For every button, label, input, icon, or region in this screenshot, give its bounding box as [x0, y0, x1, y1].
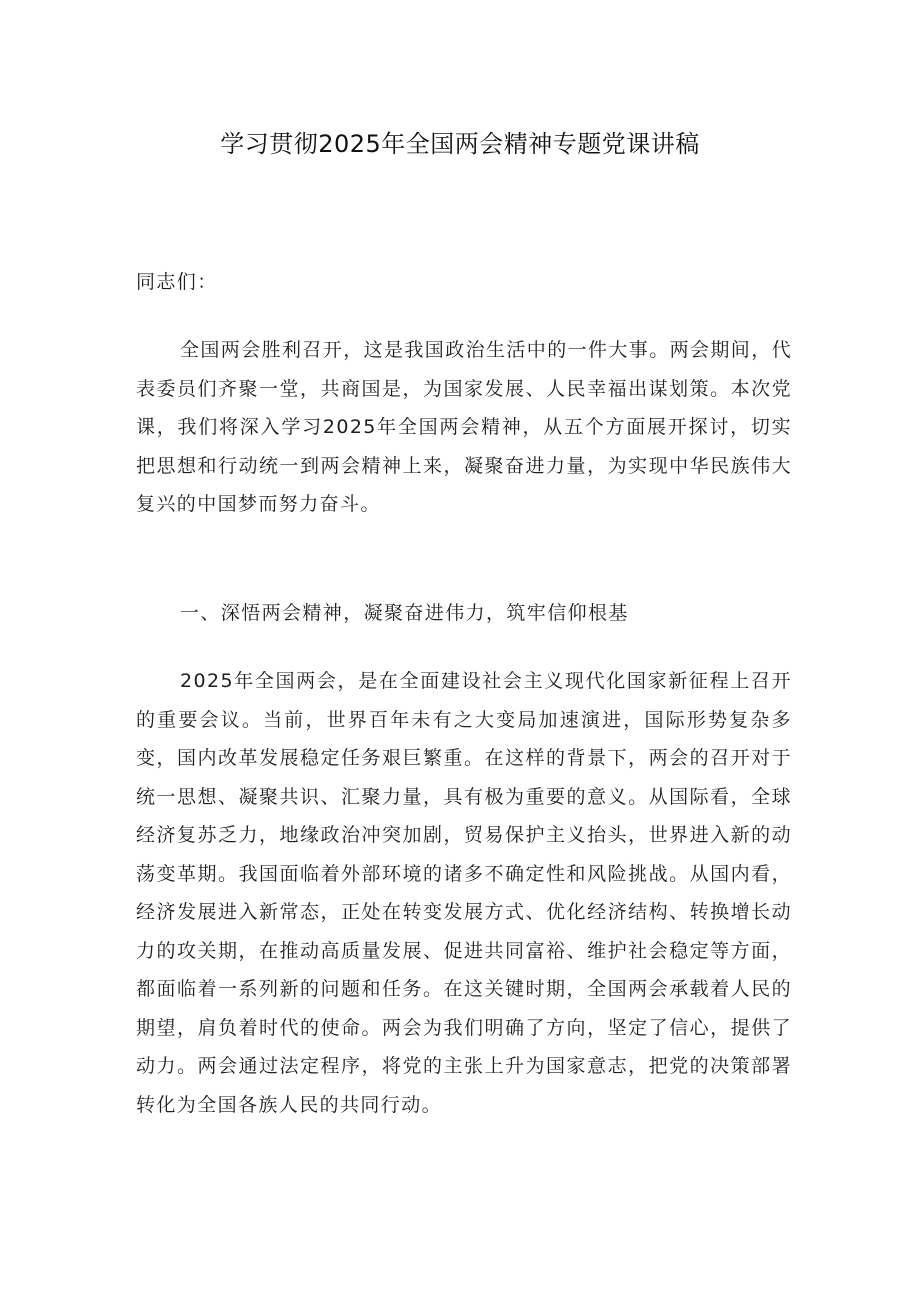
document-title: 学习贯彻2025年全国两会精神专题党课讲稿: [220, 130, 700, 158]
intro-paragraph: 全国两会胜利召开，这是我国政治生活中的一件大事。两会期间，代表委员们齐聚一堂，共商国是，为国家发展、人民幸福出谋划策。本次党课，我们将深入学习2025年全国两会精神，从五个方面展开探讨，切实把思想和行动统一到两会精神上来，凝聚奋进力量，为实现中华民族伟大复兴的中国梦而努力奋斗。: [136, 339, 793, 515]
section-1-paragraph: 2025年全国两会，是在全面建设社会主义现代化国家新征程上召开的重要会议。当前，世界百年未有之大变局加速演进，国际形势复杂多变，国内改革发展稳定任务艰巨繁重。在这样的背景下，两会的召开对于统一思想、凝聚共识、汇聚力量，具有极为重要的意义。从国际看，全球经济复苏乏力，地缘政治冲突加剧，贸易保护主义抬头，世界进入新的动荡变革期。我国面临着外部环境的诸多不确定性和风险挑战。从国内看，经济发展进入新常态，正处在转变发展方式、优化经济结构、转换增长动力的攻关期，在推动高质量发展、促进共同富裕、维护社会稳定等方面，都面临着一系列新的问题和任务。在这关键时期，全国两会承载着人民的期望，肩负着时代的使命。两会为我们明确了方向，坚定了信心，提供了动力。两会通过法定程序，将党的主张上升为国家意志，把党的决策部署转化为全国各族人民的共同行动。: [136, 670, 792, 1116]
salutation: 同志们：: [136, 271, 218, 293]
section-heading-1: 一、深悟两会精神，凝聚奋进伟力，筑牢信仰根基: [180, 602, 629, 624]
